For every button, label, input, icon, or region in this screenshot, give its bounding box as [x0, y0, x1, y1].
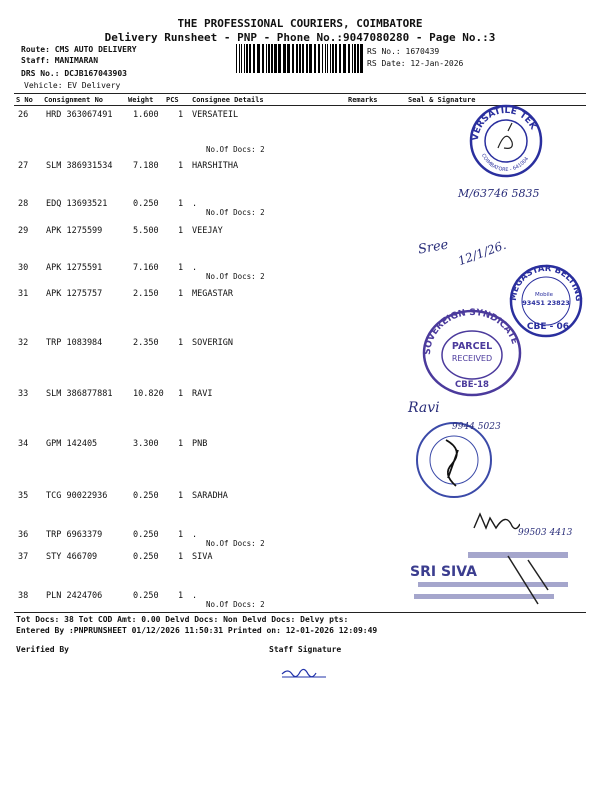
- row-weight: 2.150: [133, 289, 159, 299]
- barcode-bar: [352, 44, 353, 73]
- pnb-stamp: [414, 420, 494, 500]
- row-pcs: 1: [178, 226, 184, 236]
- barcode-bar: [239, 44, 240, 73]
- header-rule-top: [14, 93, 586, 94]
- row-sno: 37: [18, 552, 29, 562]
- row-weight: 0.250: [133, 530, 159, 540]
- company-title: THE PROFESSIONAL COURIERS, COIMBATORE: [177, 17, 423, 30]
- row-weight: 0.250: [133, 199, 159, 209]
- row-name: VERSATEIL: [192, 110, 239, 120]
- row-name: SOVERIGN: [192, 338, 233, 348]
- staff-signature-scribble: [280, 664, 328, 680]
- row33-handwriting: Ravi: [408, 400, 440, 416]
- row-pcs: 1: [178, 591, 184, 601]
- soverign-stamp-line2: RECEIVED: [451, 354, 493, 363]
- row-weight: 7.160: [133, 263, 159, 273]
- barcode-bar: [327, 44, 328, 73]
- megastar-stamp-phone: 93451 23823: [522, 299, 570, 307]
- siva-stamp-name: SRI SIVA: [410, 564, 477, 580]
- col-seal: Seal & Signature: [408, 96, 476, 104]
- barcode-bar: [244, 44, 245, 73]
- row-sno: 29: [18, 226, 29, 236]
- barcode-bar: [268, 44, 270, 73]
- barcode-bar: [257, 44, 260, 73]
- barcode-bar: [274, 44, 277, 73]
- versatile-stamp-top: VERSATILE TEK: [470, 105, 539, 142]
- row-name: .: [192, 530, 198, 540]
- row29-signature: Sree: [416, 237, 450, 258]
- row-name: HARSHITHA: [192, 161, 239, 171]
- barcode-bar: [314, 44, 316, 73]
- row-pcs: 1: [178, 491, 184, 501]
- barcode-bar: [318, 44, 320, 73]
- soverign-stamp-top: SOVEREIGN SYNDICATE: [422, 307, 520, 356]
- totals-line: Tot Docs: 38 Tot COD Amt: 0.00 Delvd Docs: Non Delvd Docs: Delvy pts:: [16, 615, 349, 624]
- row-sno: 34: [18, 439, 29, 449]
- row-pcs: 1: [178, 338, 184, 348]
- row-name: PNB: [192, 439, 208, 449]
- row-sno: 35: [18, 491, 29, 501]
- row-cons: HRD 363067491: [46, 110, 113, 120]
- soverign-stamp-line1: PARCEL: [451, 341, 493, 352]
- barcode-bar: [241, 44, 242, 73]
- barcode-bar: [348, 44, 350, 73]
- row-cons: EDQ 13693521: [46, 199, 108, 209]
- row-pcs: 1: [178, 263, 184, 273]
- row-cons: PLN 2424706: [46, 591, 103, 601]
- row36-signature: [470, 508, 520, 534]
- svg-text:VERSATILE TEK: [471, 106, 539, 141]
- row-sno: 36: [18, 530, 29, 540]
- row-sno: 33: [18, 389, 29, 399]
- barcode-bar: [309, 44, 312, 73]
- row-docs: No.Of Docs: 2: [206, 539, 265, 548]
- col-sno: S No: [16, 96, 33, 104]
- row-pcs: 1: [178, 439, 184, 449]
- footer-rule: [14, 612, 586, 613]
- col-pcs: PCS: [166, 96, 179, 104]
- row-cons: STY 466709: [46, 552, 98, 562]
- barcode-bar: [271, 44, 273, 73]
- megastar-stamp-center: CBE - 06: [526, 322, 570, 332]
- barcode-bar: [249, 44, 251, 73]
- vehicle: Vehicle: EV Delivery: [24, 81, 121, 90]
- route: Route: CMS AUTO DELIVERY: [21, 45, 137, 54]
- row-docs: No.Of Docs: 2: [206, 600, 265, 609]
- row-name: .: [192, 591, 198, 601]
- row-cons: SLM 386877881: [46, 389, 113, 399]
- row29-date: 12/1/26.: [456, 237, 508, 269]
- megastar-stamp-mobile: Mobile: [534, 292, 554, 298]
- row-pcs: 1: [178, 530, 184, 540]
- row-sno: 32: [18, 338, 29, 348]
- row-pcs: 1: [178, 389, 184, 399]
- barcode-bar: [339, 44, 341, 73]
- barcode-bar: [360, 44, 363, 73]
- barcode-bar: [236, 44, 237, 73]
- row-sno: 28: [18, 199, 29, 209]
- verified-by: Verified By: [16, 645, 69, 654]
- barcode-bar: [330, 44, 331, 73]
- row-name: .: [192, 263, 198, 273]
- barcode-bar: [287, 44, 290, 73]
- row-cons: SLM 386931534: [46, 161, 113, 171]
- row-name: VEEJAY: [192, 226, 223, 236]
- barcode-bar: [266, 44, 267, 73]
- barcode-bar: [278, 44, 281, 73]
- siva-stamp: [408, 548, 584, 610]
- barcode-bar: [299, 44, 301, 73]
- row36-handwriting: 99503 4413: [518, 528, 573, 538]
- row-weight: 1.600: [133, 110, 159, 120]
- megastar-stamp-top: MEGASTAR BELTING: [508, 263, 584, 302]
- row-sno: 38: [18, 591, 29, 601]
- row-name: SARADHA: [192, 491, 228, 501]
- row-cons: APK 1275591: [46, 263, 103, 273]
- row-cons: TRP 1083984: [46, 338, 103, 348]
- row-name: SIVA: [192, 552, 213, 562]
- row-docs: No.Of Docs: 2: [206, 272, 265, 281]
- row-pcs: 1: [178, 552, 184, 562]
- barcode-bar: [335, 44, 337, 73]
- col-weight: Weight: [128, 96, 154, 104]
- row-weight: 2.350: [133, 338, 159, 348]
- row28-handwriting: M/63746 5835: [458, 187, 540, 200]
- staff: Staff: MANIMARAN: [21, 56, 99, 65]
- barcode-bar: [343, 44, 346, 73]
- row-weight: 7.180: [133, 161, 159, 171]
- row-docs: No.Of Docs: 2: [206, 208, 265, 217]
- row-cons: APK 1275757: [46, 289, 103, 299]
- barcode-bar: [292, 44, 294, 73]
- row-sno: 27: [18, 161, 29, 171]
- row-weight: 0.250: [133, 552, 159, 562]
- row-pcs: 1: [178, 110, 184, 120]
- row-sno: 31: [18, 289, 29, 299]
- row-weight: 5.500: [133, 226, 159, 236]
- row-name: MEGASTAR: [192, 289, 233, 299]
- staff-signature-label: Staff Signature: [269, 645, 342, 654]
- barcode-bar: [296, 44, 298, 73]
- row-weight: 10.820: [133, 389, 164, 399]
- row-weight: 0.250: [133, 591, 159, 601]
- soverign-stamp-bottom: CBE-18: [455, 380, 489, 390]
- barcode-bar: [357, 44, 359, 73]
- row-pcs: 1: [178, 161, 184, 171]
- versatile-stamp: [468, 103, 544, 179]
- row-name: RAVI: [192, 389, 213, 399]
- row-cons: GPM 142405: [46, 439, 98, 449]
- barcode-bar: [306, 44, 308, 73]
- runsheet-subtitle: Delivery Runsheet - PNP - Phone No.:9047080280 - Page No.:3: [104, 31, 496, 44]
- rs-number: RS No.: 1670439: [367, 47, 440, 56]
- barcode-bar: [302, 44, 304, 73]
- row-cons: TRP 6963379: [46, 530, 103, 540]
- col-consignment: Consignment No: [44, 96, 104, 104]
- row-sno: 30: [18, 263, 29, 273]
- row-weight: 0.250: [133, 491, 159, 501]
- barcode-bar: [246, 44, 248, 73]
- barcode-bar: [325, 44, 326, 73]
- entered-by-line: Entered By :PNPRUNSHEET 01/12/2026 11:50:31 Printed on: 12-01-2026 12:09:49: [16, 626, 378, 635]
- barcode: [236, 44, 364, 73]
- row-pcs: 1: [178, 289, 184, 299]
- soverign-stamp: [420, 305, 524, 397]
- row-pcs: 1: [178, 199, 184, 209]
- col-remarks: Remarks: [348, 96, 378, 104]
- versatile-stamp-bottom: COIMBATORE - 641004: [479, 152, 531, 174]
- barcode-bar: [322, 44, 323, 73]
- rs-date: RS Date: 12-Jan-2026: [367, 59, 464, 68]
- barcode-bar: [262, 44, 264, 73]
- row34-handwriting: 9944 5023: [452, 422, 501, 432]
- barcode-bar: [253, 44, 255, 73]
- row-cons: TCG 90022936: [46, 491, 108, 501]
- barcode-bar: [354, 44, 356, 73]
- row-sno: 26: [18, 110, 29, 120]
- drs-number: DRS No.: DCJB167043903: [21, 69, 127, 78]
- row-docs: No.Of Docs: 2: [206, 145, 265, 154]
- barcode-bar: [283, 44, 286, 73]
- row-name: .: [192, 199, 198, 209]
- col-consignee: Consignee Details: [192, 96, 264, 104]
- row-weight: 3.300: [133, 439, 159, 449]
- row-cons: APK 1275599: [46, 226, 103, 236]
- barcode-bar: [332, 44, 334, 73]
